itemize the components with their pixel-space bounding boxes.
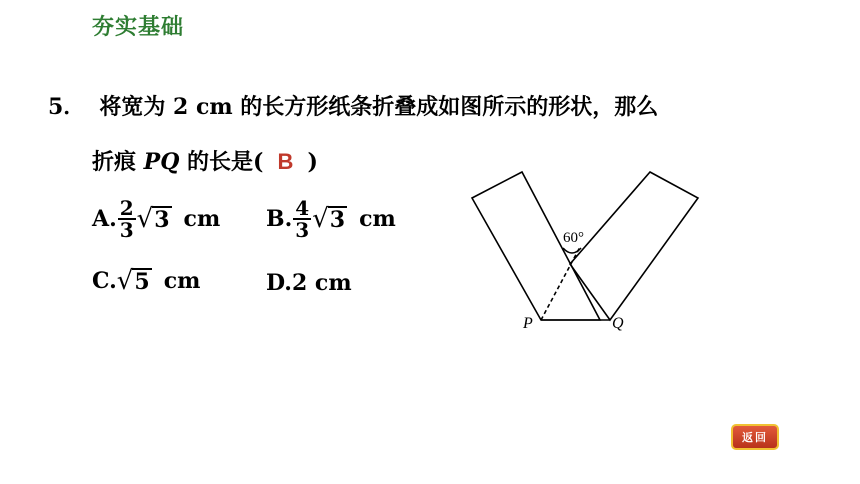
question-line-1 [48, 90, 658, 121]
option-b-sqrt: √ 3 [312, 204, 346, 235]
option-b[interactable] [266, 198, 396, 240]
option-d-label: D. [266, 270, 292, 296]
back-button[interactable]: 返回 [731, 424, 779, 450]
question-number: 5． [48, 94, 86, 120]
question-text-2-prefix: 折痕 [92, 149, 144, 175]
option-c-unit: cm [163, 268, 201, 295]
crease-line [541, 247, 580, 320]
option-a-numerator: 2 [119, 196, 134, 220]
answer-mark: B [277, 149, 294, 174]
answer-close-paren: ) [307, 149, 318, 175]
option-a-sqrt: √ 3 [136, 204, 170, 235]
question-text-1: 将宽为 2 cm 的长方形纸条折叠成如图所示的形状，那么 [99, 94, 659, 120]
option-a-unit: cm [183, 206, 221, 232]
left-strip [472, 172, 600, 320]
option-a-label: A. [92, 206, 117, 232]
option-c-sqrt: √ 5 [116, 266, 150, 297]
option-a-fraction [118, 198, 136, 240]
option-d-value: 2 cm [291, 270, 352, 296]
option-c-radicand: 5 [134, 269, 150, 295]
segment-pq: PQ [143, 149, 180, 175]
point-p-label: P [523, 315, 533, 332]
option-d[interactable] [266, 270, 352, 296]
option-c[interactable] [92, 266, 201, 297]
option-a-denominator: 3 [119, 218, 134, 242]
section-title: 夯实基础 [92, 15, 185, 40]
option-a-radicand: 3 [154, 206, 170, 233]
folded-strip-figure [460, 160, 710, 340]
angle-label: 60° [563, 230, 584, 246]
option-b-fraction [293, 198, 311, 240]
option-b-denominator: 3 [295, 218, 310, 242]
option-b-unit: cm [359, 206, 396, 232]
question-text-2-suffix: 的长是( [179, 149, 264, 175]
option-b-radicand: 3 [329, 206, 346, 233]
option-c-label: C. [92, 268, 117, 295]
option-a[interactable] [92, 198, 220, 240]
option-b-label: B. [266, 206, 293, 232]
point-q-label: Q [612, 315, 624, 332]
option-b-numerator: 4 [295, 196, 310, 220]
question-line-2 [92, 145, 318, 176]
